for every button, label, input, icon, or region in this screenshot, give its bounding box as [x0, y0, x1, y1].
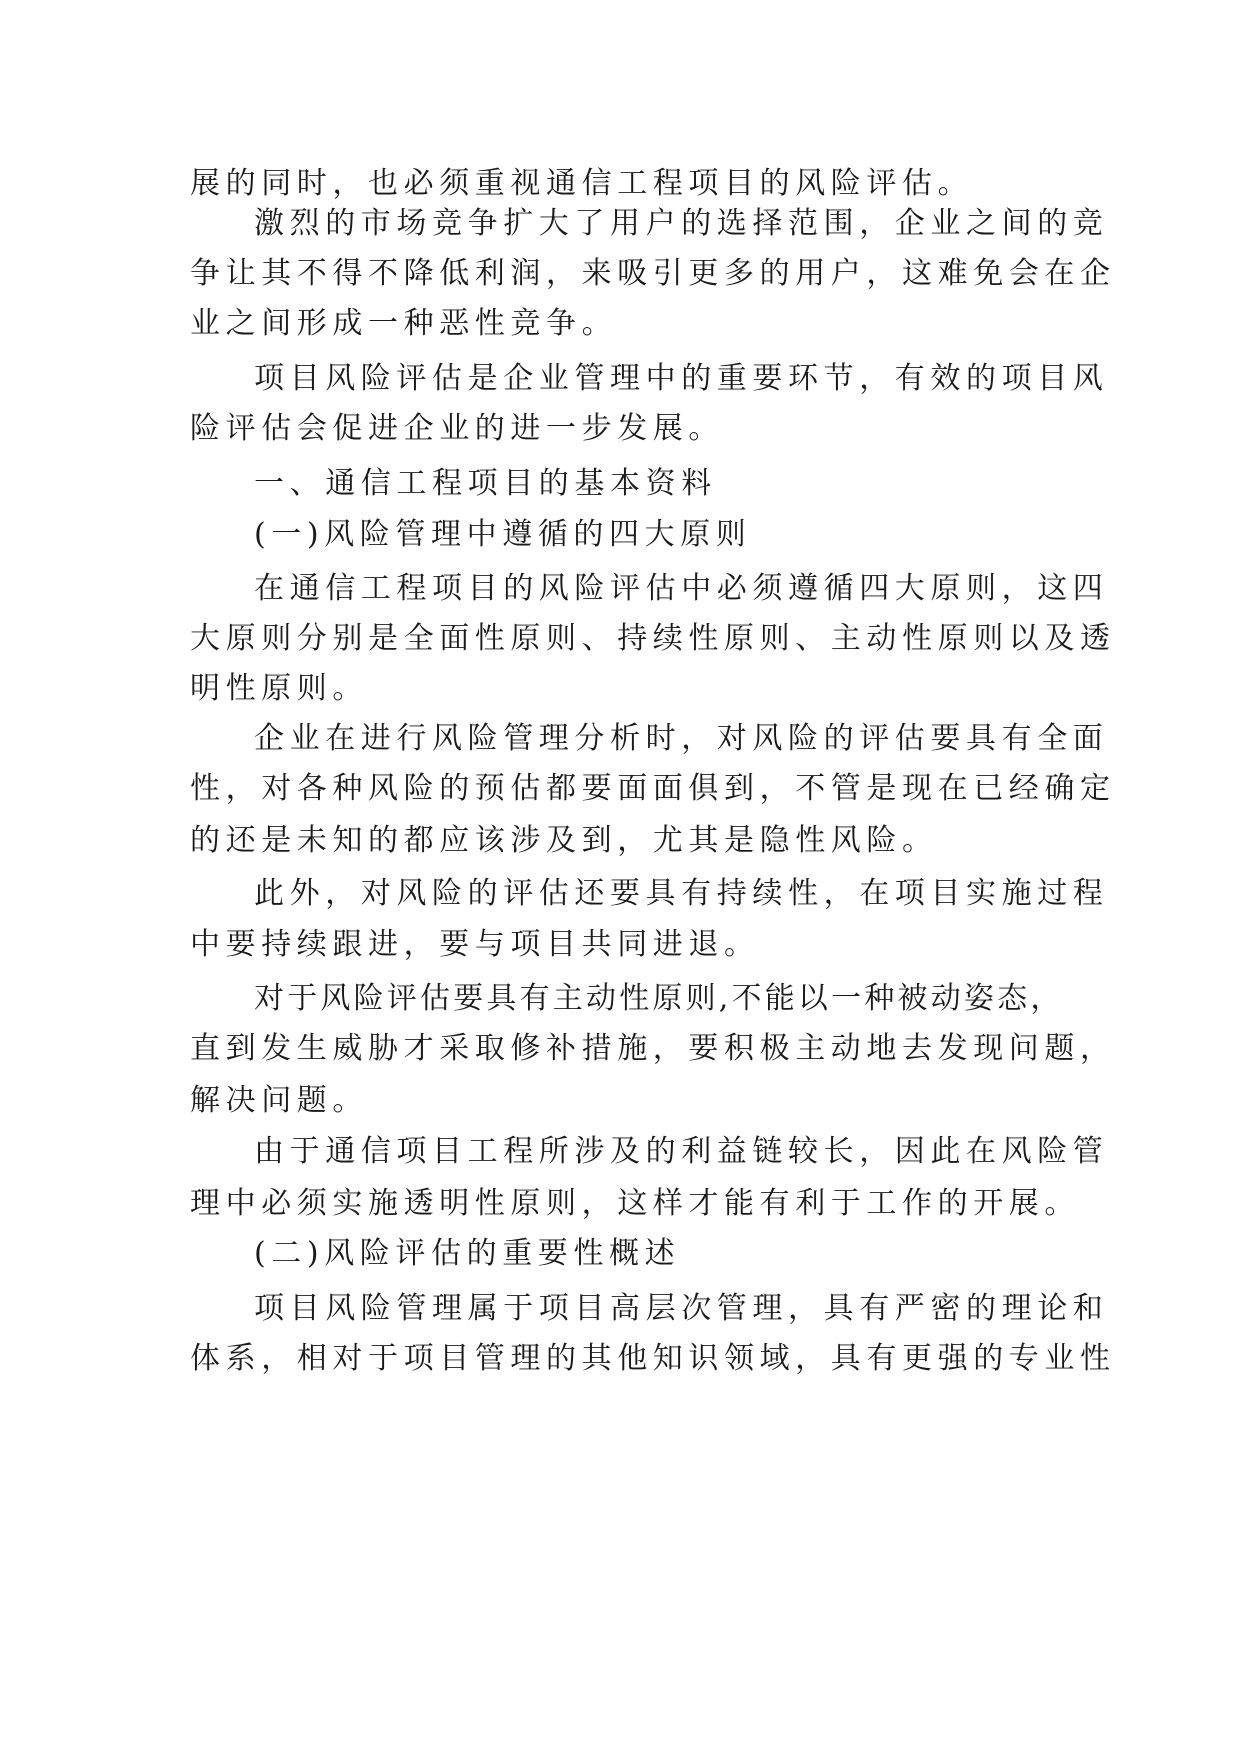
text-line: 企业在进行风险管理分析时，对风险的评估要具有全面	[254, 721, 1109, 756]
text-line: 明性原则。	[190, 671, 368, 706]
section-heading: 一、通信工程项目的基本资料	[254, 466, 717, 501]
text-line: 争让其不得不降低利润，来吸引更多的用户，这难免会在企	[190, 256, 1116, 291]
text-line: 展的同时，也必须重视通信工程项目的风险评估。	[190, 166, 974, 201]
text-line: 解决问题。	[190, 1083, 368, 1118]
text-line: 理中必须实施透明性原则，这样才能有利于工作的开展。	[190, 1186, 1080, 1221]
subsection-heading: (一)风险管理中遵循的四大原则	[254, 517, 752, 552]
text-line: 业之间形成一种恶性竞争。	[190, 306, 618, 341]
text-line: 对于风险评估要具有主动性原则,不能以一种被动姿态，	[254, 981, 1064, 1016]
text-line: 激烈的市场竞争扩大了用户的选择范围，企业之间的竞	[254, 206, 1109, 241]
text-line: 中要持续跟进，要与项目共同进退。	[190, 927, 760, 962]
text-line: 的还是未知的都应该涉及到，尤其是隐性风险。	[190, 823, 938, 858]
subsection-heading: (二)风险评估的重要性概述	[254, 1236, 681, 1271]
text-line: 项目风险管理属于项目高层次管理，具有严密的理论和	[254, 1291, 1109, 1326]
text-line: 险评估会促进企业的进一步发展。	[190, 411, 724, 446]
text-line: 由于通信项目工程所涉及的利益链较长，因此在风险管	[254, 1134, 1109, 1169]
text-line: 此外，对风险的评估还要具有持续性，在项目实施过程	[254, 876, 1109, 911]
text-line: 直到发生威胁才采取修补措施，要积极主动地去发现问题，	[190, 1031, 1116, 1066]
text-line: 项目风险评估是企业管理中的重要环节，有效的项目风	[254, 361, 1109, 396]
text-line: 大原则分别是全面性原则、持续性原则、主动性原则以及透	[190, 621, 1116, 656]
text-line: 性，对各种风险的预估都要面面俱到，不管是现在已经确定	[190, 771, 1116, 806]
text-line: 在通信工程项目的风险评估中必须遵循四大原则，这四	[254, 571, 1109, 606]
text-line: 体系，相对于项目管理的其他知识领域，具有更强的专业性	[190, 1341, 1116, 1376]
